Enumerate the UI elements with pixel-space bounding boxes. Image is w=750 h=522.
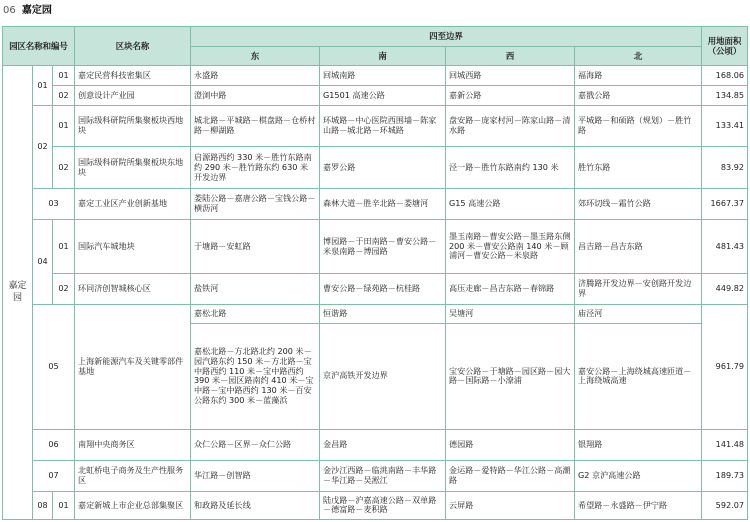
block-name: 创意设计产业园: [75, 86, 191, 106]
park-name-cell: 嘉定园: [3, 66, 33, 520]
table-row: [3, 105, 748, 147]
south-boundary: G1501 高速公路: [320, 86, 446, 106]
north-boundary: 希望路－永盛路－伊宁路: [575, 491, 702, 519]
north-boundary: G2 京沪高速公路: [575, 460, 702, 491]
north-boundary: 嘉戬公路: [575, 86, 702, 106]
sub-number: 02: [53, 147, 75, 189]
south-boundary: 博园路－于田南路－曹安公路－米泉南路－博园路: [320, 220, 446, 274]
area-value: 133.41: [702, 105, 748, 147]
group-number: 03: [33, 188, 75, 219]
south-boundary: 环城路－中心医院西围墙－陈家山路－城北路－环城路: [320, 105, 446, 147]
area-value: 168.06: [702, 66, 748, 86]
north-boundary: 昌吉路－昌吉东路: [575, 220, 702, 274]
area-value: 83.92: [702, 147, 748, 189]
north-boundary: 济腾路开发边界－安创路开发边界: [575, 274, 702, 305]
group-number: 01: [33, 66, 53, 105]
east-boundary: 嘉松北路: [191, 305, 320, 324]
area-value: 1667.37: [702, 188, 748, 219]
header-west: 西: [446, 46, 575, 66]
sub-number: 02: [53, 86, 75, 106]
west-boundary: 回城西路: [446, 66, 575, 86]
block-name: 国际汽车城地块: [75, 220, 191, 274]
header-park: 园区名称和编号: [3, 27, 75, 66]
group-number: 02: [33, 105, 53, 188]
north-boundary: 嘉安公路－上海绕城高速匝道－上海绕城高速: [575, 323, 702, 429]
table-row: [3, 66, 748, 86]
sub-number: 01: [53, 220, 75, 274]
south-boundary: 恒谐路: [320, 305, 446, 324]
table-row: [3, 460, 748, 491]
block-name: 南翔中央商务区: [75, 429, 191, 460]
north-boundary: 银翔路: [575, 429, 702, 460]
sub-number: 01: [53, 105, 75, 147]
block-name: 北虹桥电子商务及生产性服务区: [75, 460, 191, 491]
area-value: 481.43: [702, 220, 748, 274]
sub-number: 01: [53, 66, 75, 86]
group-number: 04: [33, 220, 53, 305]
table-row: [3, 491, 748, 519]
east-boundary: 众仁公路－区界－众仁公路: [191, 429, 320, 460]
east-boundary: 于塘路－安虹路: [191, 220, 320, 274]
block-name: 上海新能源汽车及关键零部件基地: [75, 305, 191, 430]
south-boundary: 曹安公路－绿苑路－杭桂路: [320, 274, 446, 305]
south-boundary: 金昌路: [320, 429, 446, 460]
title-name: 嘉定园: [21, 5, 52, 16]
south-boundary: 金沙江西路－临洮南路－丰华路－华江路－吴淞江: [320, 460, 446, 491]
group-number: 07: [33, 460, 75, 491]
header-south: 南: [320, 46, 446, 66]
header-east: 东: [191, 46, 320, 66]
south-boundary: 陆戊路－沪嘉高速公路－双单路－德富路－麦积路: [320, 491, 446, 519]
east-boundary: 和政路及延长线: [191, 491, 320, 519]
header-row-1: [3, 27, 748, 47]
north-boundary: 郊环切线－霜竹公路: [575, 188, 702, 219]
west-boundary: 吴塘河: [446, 305, 575, 324]
south-boundary: 回城南路: [320, 66, 446, 86]
east-boundary: 澄浏中路: [191, 86, 320, 106]
east-boundary: 华江路－创智路: [191, 460, 320, 491]
area-value: 189.73: [702, 460, 748, 491]
west-boundary: 盘安路－庞家村河－陈家山路－清水路: [446, 105, 575, 147]
area-value: 961.79: [702, 305, 748, 430]
west-boundary: 金运路－爱特路－华江公路－高潮路: [446, 460, 575, 491]
south-boundary: 森林大道－胜辛北路－娄塘河: [320, 188, 446, 219]
west-boundary: G15 高速公路: [446, 188, 575, 219]
boundary-table: [2, 26, 748, 520]
east-boundary: 盐铁河: [191, 274, 320, 305]
west-boundary: 嘉新公路: [446, 86, 575, 106]
west-boundary: 泾一路－胜竹东路南约 130 米: [446, 147, 575, 189]
west-boundary: 云屏路: [446, 491, 575, 519]
sub-number: 02: [53, 274, 75, 305]
table-row: [3, 429, 748, 460]
east-boundary: 嘉松北路－方北路北约 200 米－园汽路东约 150 米－方北路－宝中路西约 110 米－宝中路西约 390 米－园区路南约 410 米－宝中路－宝中路西约 130 米－百安公路东约 300 米－蓝藻浜: [191, 323, 320, 429]
west-boundary: 宝安公路－于塘路－园区路－园大路－国际路－小潦浦: [446, 323, 575, 429]
table-row: [3, 86, 748, 106]
header-area: 用地面积（公顷）: [702, 27, 748, 66]
west-boundary: 高压走廊－昌吉东路－春锦路: [446, 274, 575, 305]
group-number: 06: [33, 429, 75, 460]
group-number: 08: [33, 491, 53, 519]
area-value: 592.07: [702, 491, 748, 519]
block-name: 嘉定新城上市企业总部集聚区: [75, 491, 191, 519]
table-row: [3, 274, 748, 305]
east-boundary: 启源路西约 330 米－胜竹东路南约 290 米－胜竹路东约 630 米开发边界: [191, 147, 320, 189]
page-title: [3, 2, 52, 20]
north-boundary: 平城路－和硕路（规划）－胜竹路: [575, 105, 702, 147]
east-boundary: 永盛路: [191, 66, 320, 86]
sub-number: 01: [53, 491, 75, 519]
area-value: 449.82: [702, 274, 748, 305]
west-boundary: 墨玉南路－曹安公路－墨玉路东侧 200 米－曹安公路南 140 米－顾浦河－曹安公路－米泉路: [446, 220, 575, 274]
block-name: 嘉定民营科技密集区: [75, 66, 191, 86]
block-name: 国际级科研院所集聚板块西地块: [75, 105, 191, 147]
south-boundary: 嘉罗公路: [320, 147, 446, 189]
area-value: 134.85: [702, 86, 748, 106]
title-number: 06: [3, 5, 16, 16]
south-boundary: 京沪高铁开发边界: [320, 323, 446, 429]
table-row: [3, 220, 748, 274]
block-name: 环同济创智城核心区: [75, 274, 191, 305]
north-boundary: 福海路: [575, 66, 702, 86]
table-row: [3, 188, 748, 219]
table-row: [3, 305, 748, 324]
area-value: 141.48: [702, 429, 748, 460]
header-north: 北: [575, 46, 702, 66]
header-block: 区块名称: [75, 27, 191, 66]
table-row: [3, 147, 748, 189]
east-boundary: 城北路－平城路－棋盘路－仓桥村路－柳湖路: [191, 105, 320, 147]
header-bounds: 四至边界: [191, 27, 702, 47]
west-boundary: 德园路: [446, 429, 575, 460]
block-name: 嘉定工业区产业创新基地: [75, 188, 191, 219]
block-name: 国际级科研院所集聚板块东地块: [75, 147, 191, 189]
north-boundary: 庙泾河: [575, 305, 702, 324]
group-number: 05: [33, 305, 75, 430]
east-boundary: 娄陆公路－嘉唐公路－宝钱公路－横沥河: [191, 188, 320, 219]
north-boundary: 胜竹东路: [575, 147, 702, 189]
